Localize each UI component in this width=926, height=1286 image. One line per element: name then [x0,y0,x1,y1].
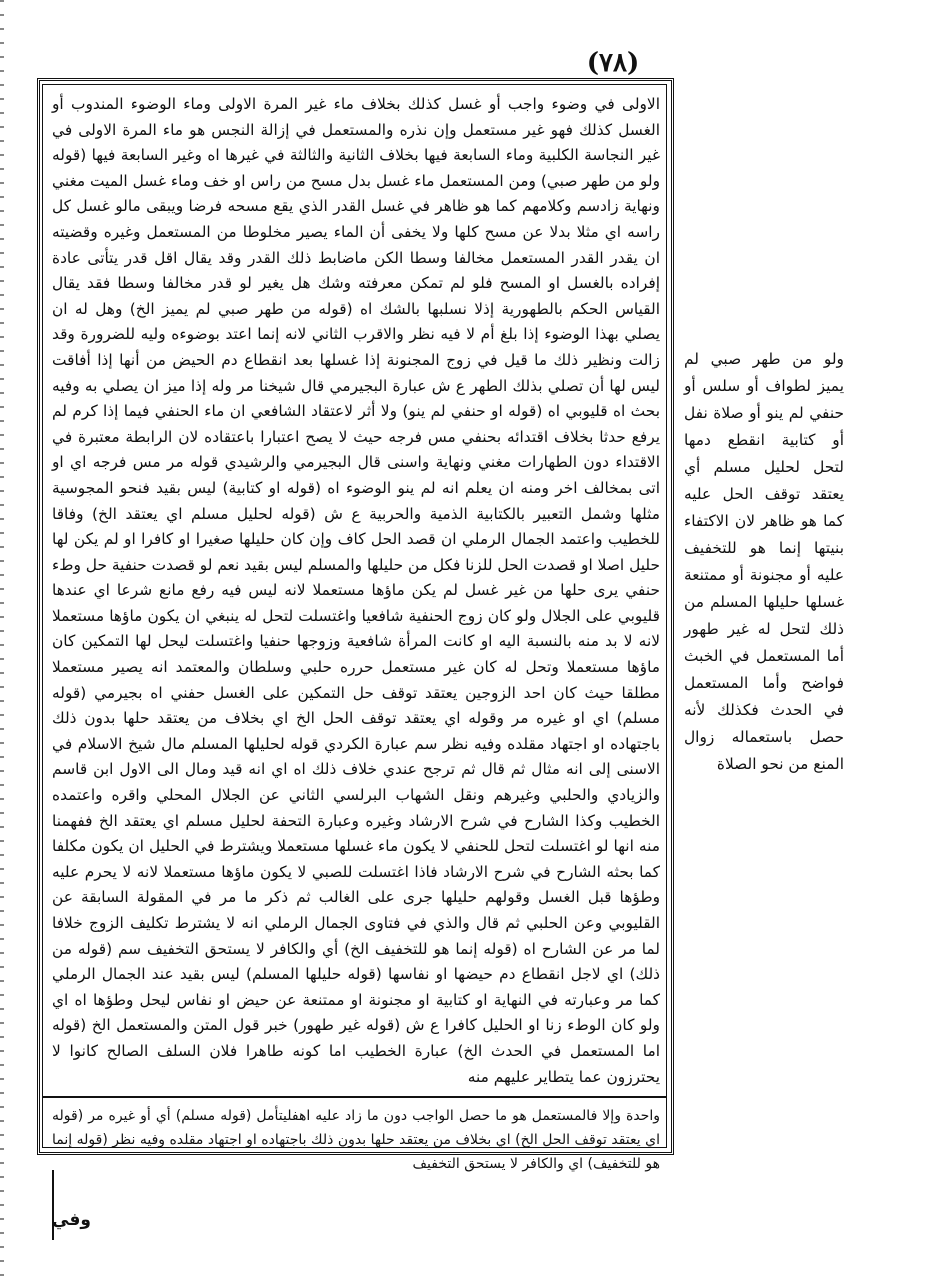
page-edge [0,0,4,1286]
page-number: (٧٨) [586,48,640,78]
catchword: وفي [52,1210,91,1230]
main-commentary-text: الاولى في وضوء واجب أو غسل كذلك بخلاف ماء غير المرة الاولى وماء الوضوء المندوب أو الغسل كذلك فهو غير مستعمل وإن نذره والمستعمل في إزالة النجس هو ماء المرة الاولى في غير النجاسة الكلبية وماء السابعة فيها بخلاف الثانية والثالثة في غيرها اه وغير السابعة فيها (قوله ولو من طهر صبي) ومن المستعمل ماء غسل بدل مسح من راس او خف وماء غسل الميت مغني ونهاية زادسم وكلامهم كما هو ظاهر في غسل القدر الذي يقع مسحه فرضا ويبقى مالو غسل كل راسه اي مثلا بدلا عن مسح كلها ولا يخفى أن الماء يصير مخلوطا من المستعمل وغيره وقضيته ان يقدر القدر المستعمل مخالفا وسطا الكن ماضابط ذلك القدر وقد يقال اقل قدر يتأتى عادة إفراده بالغسل او المسح فلو لم تمكن معرفته وشك هل يغير لو قدر مخالفا وسطا فقد يقال القياس الحكم بالطهورية إذلا نسلبها بالشك اه (قوله من طهر صبي لم يميز الخ) وهل له ان يصلي بهذا الوضوء إذا بلغ أم لا فيه نظر والاقرب الثاني لانه إنما اعتد بوضوءه وليه للضرورة وقد زالت ونظير ذلك ما قيل في زوج المجنونة إذا غسلها بعد انقطاع دم الحيض من أنها إذا أفاقت ليس لها أن تصلي بذلك الطهر ع ش عبارة البجيرمي قال شيخنا مر وله إذا ميز ان يصلي به وفيه بحث اه قليوبي اه (قوله او حنفي لم ينو) ولا أثر لاعتقاد الشافعي ان ماء الحنفي فيما إذا كرم لم يرفع حدثا بخلاف اقتدائه بحنفي مس فرجه حيث لا يصح اعتبارا باعتقاده لان الرابطة معتبرة في الاقتداء دون الطهارات مغني ونهاية واسنى قال البجيرمي والرشيدي قوله مر مس فرجه اي او اتى بمخالف اخر ومنه ان يعلم انه لم ينو الوضوء اه (قوله او كتابية) ليس بقيد فنحو المجوسية مثلها وشمل التعبير بالكتابية الذمية والحربية ع ش (قوله لحليل مسلم اي يعتقد الخ) وفاقا للخطيب واعتمد الجمال الرملي ان قصد الحل كاف وإن كان حليلها صغيرا او كافرا او لم يكن لها حليل اصلا او قصدت الحل للزنا فكل من حليلها والمسلم ليس بقيد نعم لو قصدت حنفية حل وطء حنفي يرى حلها من غير غسل لم يكن ماؤها مستعملا لانه ليس فيه رفع مانع شرعا اي عندها قليوبي على الجلال ولو كان زوج الحنفية شافعيا واغتسلت لتحل له ينبغي ان يكون ماؤها مستعملا لانه لا بد منه بالنسبة اليه او كانت المرأة شافعية وزوجها حنفيا واغتسلت ليحل لها التمكين كان ماؤها مستعملا وتحل له كان غير مستعمل حرره حلبي وسلطان والمعتمد انه يصير مستعملا مطلقا حيث كان احد الزوجين يعتقد توقف حل التمكين على الغسل حفني اه بجيرمي (قوله مسلم) اي او غيره مر وقوله اي يعتقد توقف الحل الخ اي بخلاف من يعتقد حلها بدون ذلك باجتهاده او اجتهاد مقلده وفيه نظر سم عبارة الكردي قوله لحليلها المسلم مال شيخ الاسلام في الاسنى إلى انه مثال ثم قال ثم ترجح عندي خلاف ذلك اه اي انه قيد ومال الى الاول ابن قاسم والزيادي والحلبي وغيرهم ونقل الشهاب البرلسي الثاني عن الجلال المحلي واقره واعتمده الخطيب وكذا الشارح في شرح الارشاد وغيره وعبارة التحفة لحليل مسلم اي يعتقد الخ ففهمنا منه انها لو اغتسلت لتحل للحنفي لا يكون ماء غسلها مستعملا ويشترط في الحليل ان يكون مكلفا كما بحثه الشارح في شرح الارشاد فاذا اغتسلت للصبي لا يكون ماؤها مستعملا لانه لا يحرم عليه وطؤها قبل الغسل وقولهم حليلها جرى على الغالب ثم ذكر ما مر في المقولة السابقة عن القليوبي وعن الحلبي ثم قال والذي في فتاوى الجمال الرملي انه لا يشترط تكليف الزوج خلافا لما مر عن الشارح اه (قوله إنما هو للتخفيف الخ) أي والكافر لا يستحق التخفيف سم (قوله من ذلك) اي لاجل انقطاع دم حيضها او نفاسها (قوله حليلها المسلم) ليس بقيد عند الجمال الرملي كما مر وعبارته في النهاية او كتابية او مجنونة او ممتنعة عن حيض او نفاس ليحل وطؤها اه اي ولو كان الوطء زنا او الحليل كافرا ع ش (قوله غير طهور) خبر قول المتن والمستعمل الخ (قوله اما المستعمل في الحدث الخ) عبارة الخطيب اما كونه طاهرا فلان السلف الصالح كانوا لا يحترزون عما يتطاير عليهم منه [52,95,660,1086]
margin-matn-text: ولو من طهر صبي لم يميز لطواف أو سلس أو حنفي لم ينو أو صلاة نفل أو كتابية انقطع دمها لتحل لحليل مسلم أي يعتقد توقف الحل عليه كما هو ظاهر لان الاكتفاء بنيتها إنما هو للتخفيف عليه أو مجنونة أو ممتنعة غسلها حليلها المسلم من ذلك لتحل له غير طهور أما المستعمل في الخبث فواضح وأما المستعمل في الحدث فكذلك لأنه حصل باستعماله زوال المنع من نحو الصلاة [684,350,844,773]
footnote-divider [42,1096,667,1098]
footnote-text: واحدة وإلا فالمستعمل هو ما حصل الواجب دون ما زاد عليه اهفليتأمل (قوله مسلم) أي أو غيره مر (قوله اي يعتقد توقف الحل الخ) اي بخلاف من يعتقد حلها بدون ذلك باجتهاده او اجتهاد مقلده وفيه نظر (قوله إنما هو للتخفيف) اي والكافر لا يستحق التخفيف [52,1108,660,1172]
